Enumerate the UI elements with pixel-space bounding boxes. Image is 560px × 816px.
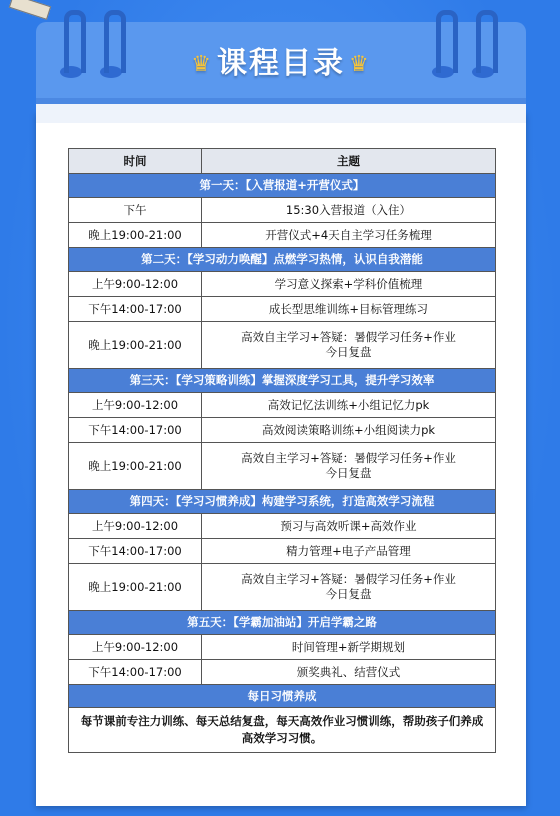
- topic-line: 今日复盘: [325, 466, 372, 480]
- table-row: [69, 272, 496, 297]
- topic-line: 高效自主学习+答疑：暑假学习任务+作业: [241, 330, 456, 344]
- page-title: [36, 38, 526, 82]
- topic-line: 高效自主学习+答疑：暑假学习任务+作业: [241, 451, 456, 465]
- topic-line: 精力管理+电子产品管理: [286, 543, 411, 558]
- table-row: [69, 297, 496, 322]
- topic-cell: [202, 223, 496, 248]
- table-row: [69, 443, 496, 490]
- table-row: [69, 322, 496, 369]
- time-cell: 晚上19:00-21:00: [69, 322, 202, 369]
- table-row: [69, 514, 496, 539]
- topic-line: 时间管理+新学期规划: [291, 639, 406, 654]
- habit-header-row: [69, 685, 496, 708]
- header-time: 时间: [69, 149, 202, 174]
- table-body: [69, 174, 496, 753]
- topic-cell: [202, 198, 496, 223]
- topic-cell: [202, 635, 496, 660]
- table-row: [69, 223, 496, 248]
- table-row: [69, 393, 496, 418]
- table-row: [69, 660, 496, 685]
- topic-cell: [202, 272, 496, 297]
- table-row: [69, 564, 496, 611]
- table-row: [69, 539, 496, 564]
- topic-cell: [202, 539, 496, 564]
- time-cell: 下午14:00-17:00: [69, 539, 202, 564]
- time-cell: 上午9:00-12:00: [69, 635, 202, 660]
- day-title: 第三天：【学习策略训练】掌握深度学习工具，提升学习效率: [69, 369, 496, 393]
- topic-cell: [202, 322, 496, 369]
- topic-line: 成长型思维训练+目标管理练习: [268, 301, 429, 316]
- topic-line: 今日复盘: [325, 345, 372, 359]
- topic-cell: [202, 418, 496, 443]
- time-cell: 晚上19:00-21:00: [69, 223, 202, 248]
- course-table: [68, 148, 496, 753]
- topic-cell: [202, 443, 496, 490]
- topic-cell: [202, 297, 496, 322]
- topic-line: 15:30入营报道（入住）: [285, 202, 412, 217]
- day-header-row: [69, 611, 496, 635]
- topic-line: 高效自主学习+答疑：暑假学习任务+作业: [241, 572, 456, 586]
- day-header-row: [69, 174, 496, 198]
- time-cell: 晚上19:00-21:00: [69, 443, 202, 490]
- table-row: [69, 418, 496, 443]
- habit-line: 每节课前专注力训练、每天总结复盘，每天高效作业习惯训练，帮助孩子们养成: [80, 714, 484, 728]
- topic-cell: [202, 660, 496, 685]
- topic-line: 预习与高效听课+高效作业: [280, 518, 417, 533]
- crown-icon: ♛: [191, 52, 213, 77]
- day-title: 第五天：【学霸加油站】开启学霸之路: [69, 611, 496, 635]
- habit-row: [69, 708, 496, 753]
- habit-text: [69, 708, 496, 753]
- topic-line: 高效阅读策略训练+小组阅读力pk: [261, 422, 436, 437]
- topic-line: 今日复盘: [325, 587, 372, 601]
- header-topic: 主题: [202, 149, 496, 174]
- topic-cell: [202, 514, 496, 539]
- day-title: 第四天：【学习习惯养成】构建学习系统，打造高效学习流程: [69, 490, 496, 514]
- crown-icon: ♛: [349, 52, 371, 77]
- habit-line: 高效学习习惯。: [241, 731, 323, 745]
- time-cell: 上午9:00-12:00: [69, 393, 202, 418]
- time-cell: 下午14:00-17:00: [69, 660, 202, 685]
- title-text: 课程目录: [217, 46, 345, 81]
- time-cell: 晚上19:00-21:00: [69, 564, 202, 611]
- time-cell: 下午: [69, 198, 202, 223]
- table-row: [69, 198, 496, 223]
- topic-line: 开营仪式+4天自主学习任务梳理: [265, 227, 432, 242]
- topic-cell: [202, 393, 496, 418]
- topic-cell: [202, 564, 496, 611]
- time-cell: 下午14:00-17:00: [69, 297, 202, 322]
- topic-line: 颁奖典礼、结营仪式: [296, 664, 401, 679]
- topic-line: 学习意义探索+学科价值梳理: [274, 276, 423, 291]
- day-title: 第一天：【入营报道+开营仪式】: [69, 174, 496, 198]
- day-header-row: [69, 248, 496, 272]
- habit-title: 每日习惯养成: [69, 685, 496, 708]
- time-cell: 下午14:00-17:00: [69, 418, 202, 443]
- table-row: [69, 635, 496, 660]
- time-cell: 上午9:00-12:00: [69, 514, 202, 539]
- topic-line: 高效记忆法训练+小组记忆力pk: [267, 397, 430, 412]
- day-header-row: [69, 490, 496, 514]
- day-header-row: [69, 369, 496, 393]
- day-title: 第二天：【学习动力唤醒】点燃学习热情，认识自我潜能: [69, 248, 496, 272]
- time-cell: 上午9:00-12:00: [69, 272, 202, 297]
